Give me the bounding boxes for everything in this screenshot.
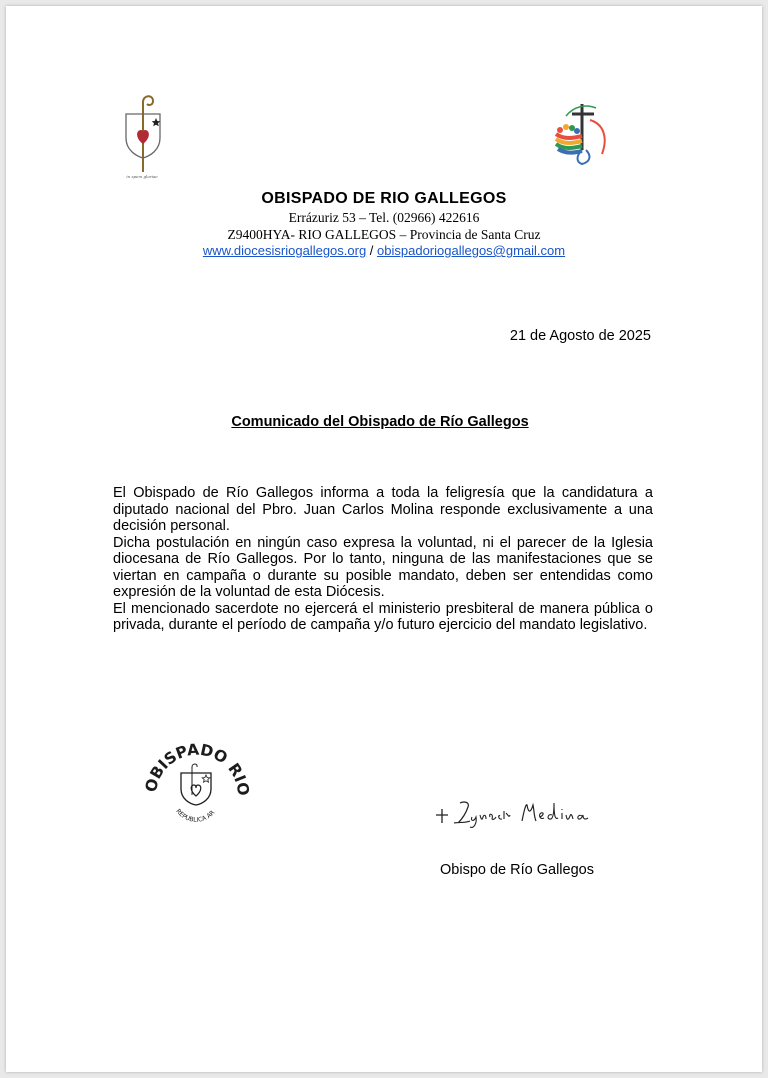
address-line-2: Z9400HYA- RIO GALLEGOS – Provincia de Santa Cruz [227, 227, 541, 242]
website-link[interactable]: www.diocesisriogallegos.org [202, 243, 367, 258]
document-body [113, 485, 653, 634]
address-line-1: Errázuriz 53 – Tel. (02966) 422616 [288, 210, 480, 225]
svg-text:REPUBLICA ARGENTINA: REPUBLICA AR [174, 807, 217, 824]
svg-text:in spem gloriae: in spem gloriae [126, 174, 158, 179]
handwritten-signature-icon [430, 793, 600, 833]
svg-text:OBISPADO RIO GALLEGOS: OBISPADO RIO [141, 740, 252, 797]
diocese-coat-of-arms-icon [116, 92, 168, 182]
body-paragraph-3: El mencionado sacerdote no ejercerá el ministerio presbiteral de manera pública o privada, durante el período de campaña y/o futuro ejercicio del mandato legislativo. [113, 600, 653, 633]
email-link[interactable]: obispadoriogallegos@gmail.com [377, 243, 566, 258]
obispado-seal-stamp-icon [140, 733, 252, 845]
body-paragraph-2: Dicha postulación en ningún caso expresa la voluntad, ni el parecer de la Iglesia diocesana de Río Gallegos. Por lo tanto, ninguna de las manifestaciones que se viertan en campaña o durante su posible mandato, deben ser entendidas como expresión de la voluntad de esta Diócesis. [113, 534, 653, 600]
document-date: 21 de Agosto de 2025 [509, 328, 651, 344]
document-heading: Comunicado del Obispado de Río Gallegos [231, 414, 529, 430]
contact-links [0, 243, 768, 258]
body-paragraph-1: El Obispado de Río Gallegos informa a toda la feligresía que la candidatura a diputado nacional del Pbro. Juan Carlos Molina responde exclusivamente a una decisión personal. [113, 485, 653, 534]
link-separator: / [366, 243, 378, 258]
organization-title: OBISPADO DE RIO GALLEGOS [261, 190, 507, 207]
jubilee-2025-pilgrims-of-hope-logo-icon [546, 98, 620, 172]
signer-title: Obispo de Río Gallegos [440, 862, 594, 878]
